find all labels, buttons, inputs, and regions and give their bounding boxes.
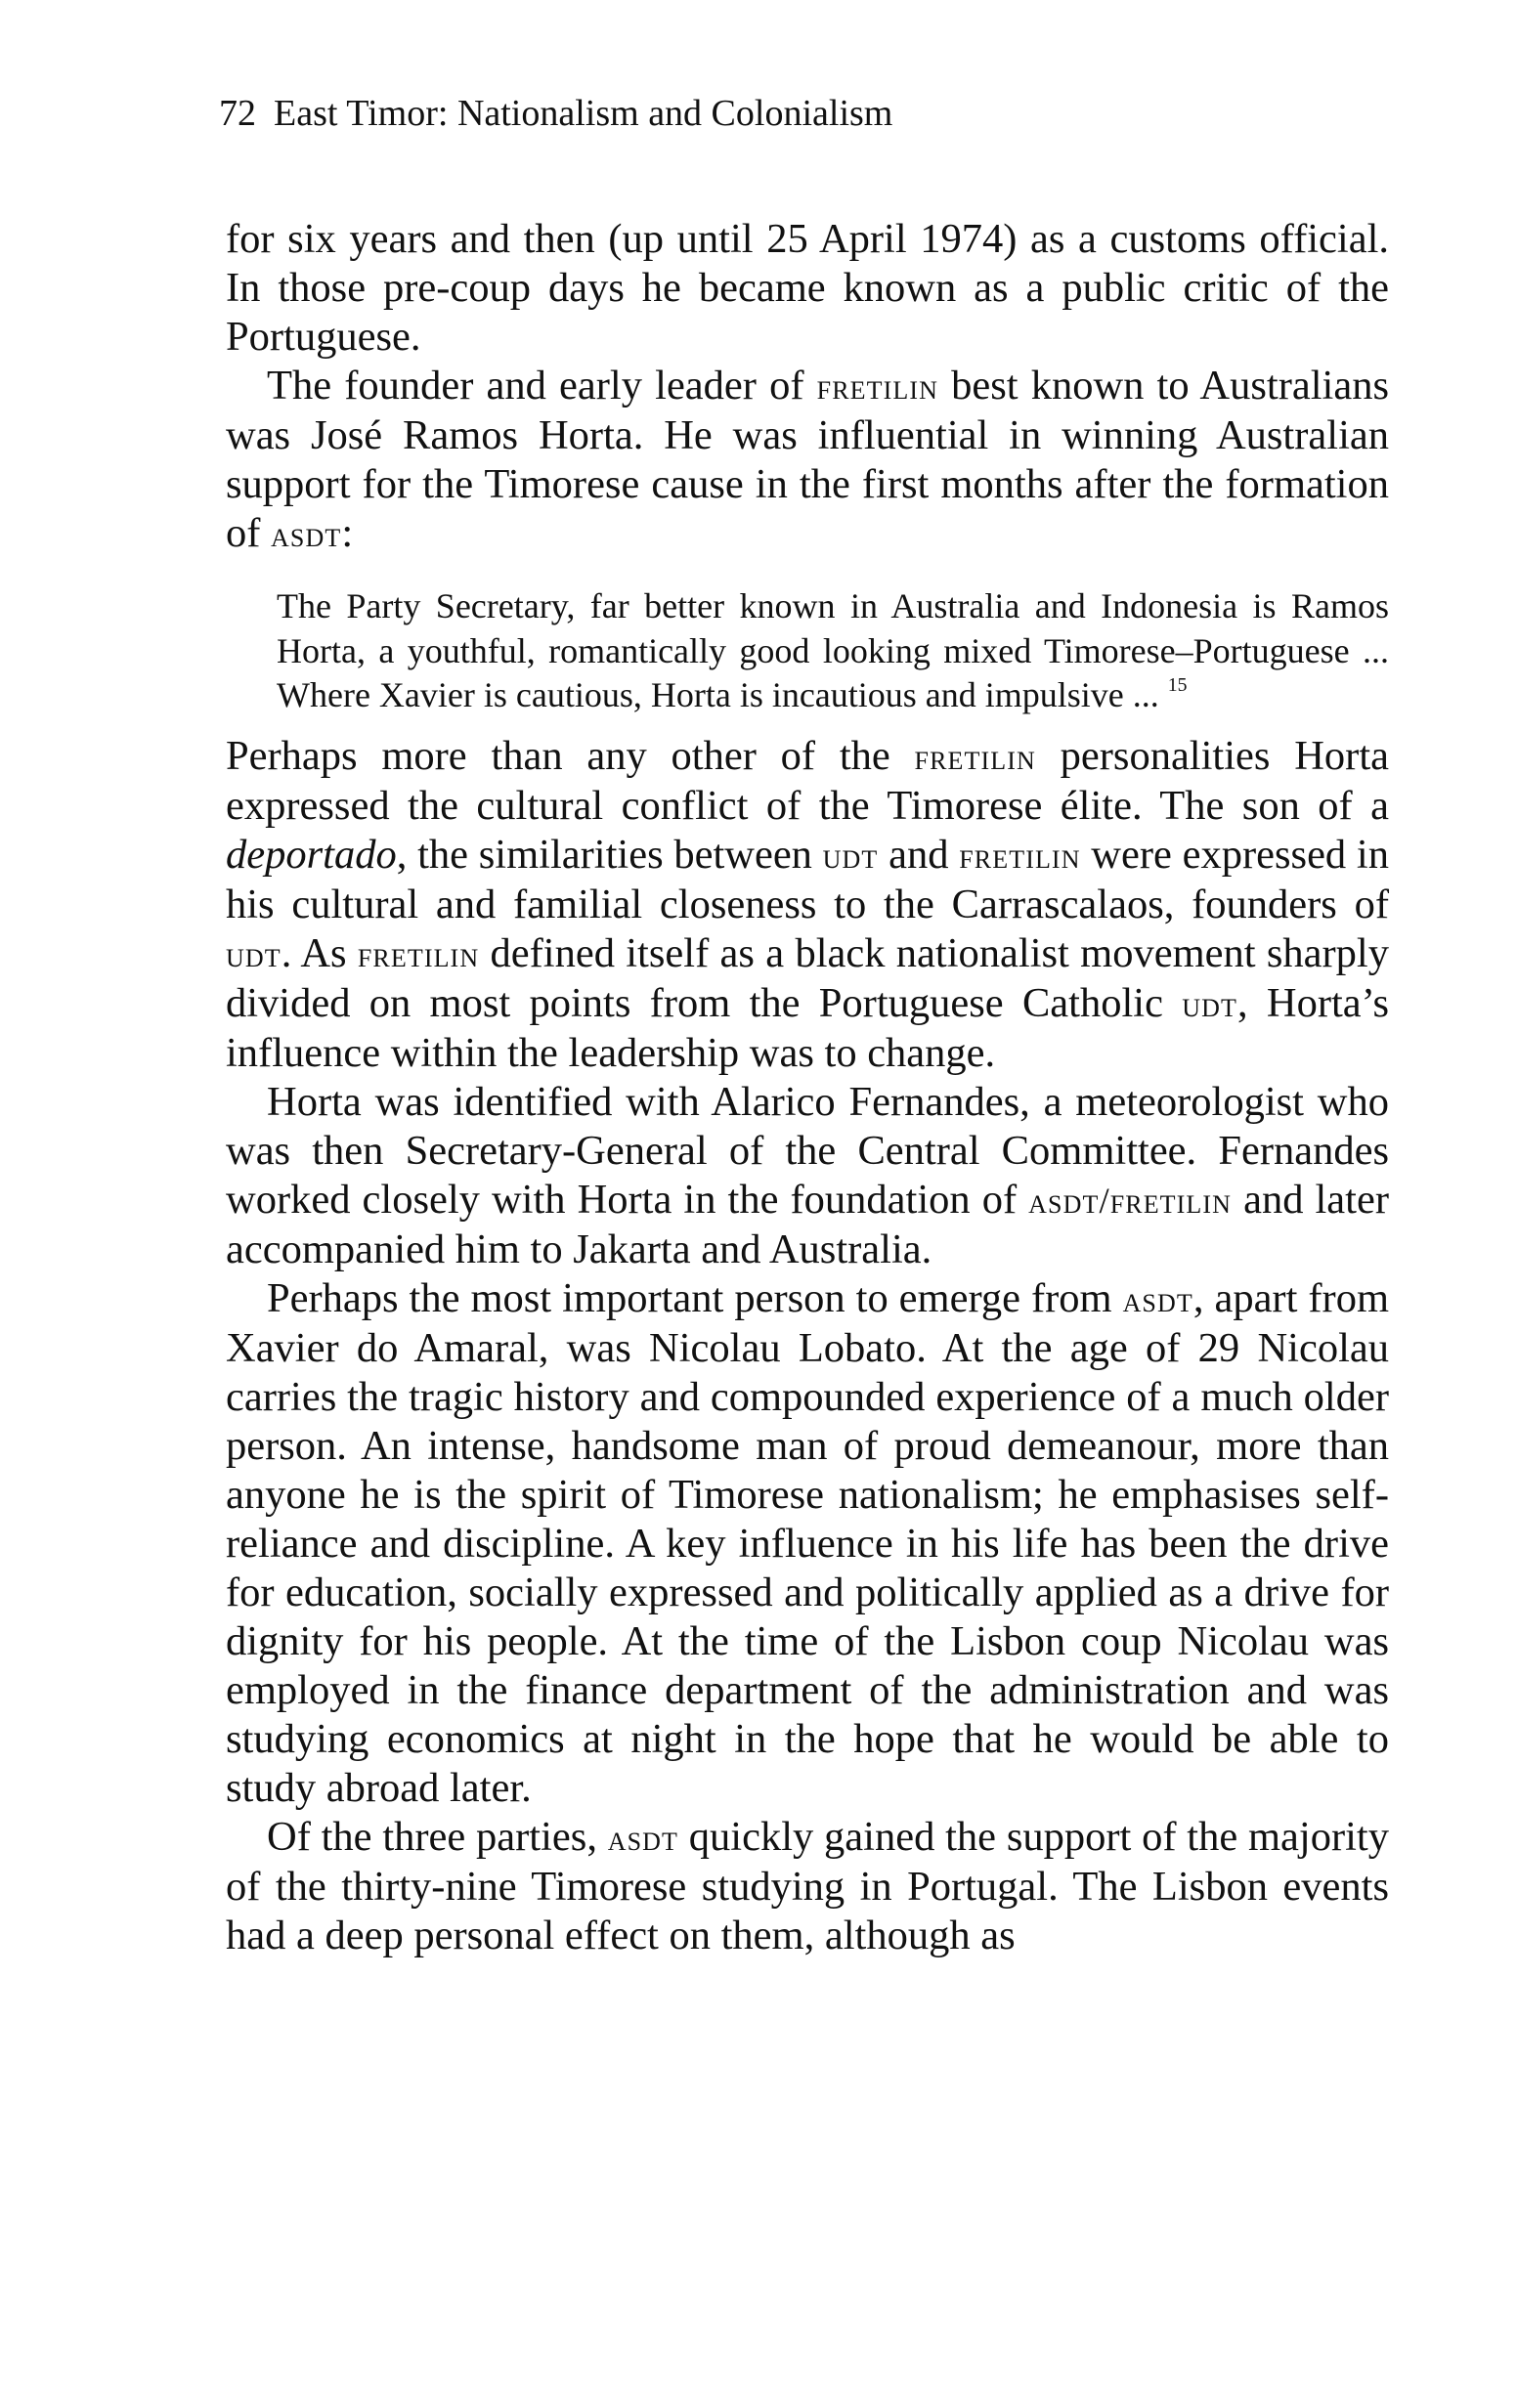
italic-term-deportado: deportado — [226, 831, 397, 878]
p4-text-b: and later accompanied him to Jakarta and Australia. — [226, 1176, 1389, 1272]
p6-text-a: Of the three parties, — [267, 1813, 608, 1860]
running-header — [219, 90, 892, 137]
p2-text-c: : — [341, 510, 354, 556]
party-name-fretilin: fretilin — [914, 736, 1036, 777]
party-name-asdt-fretilin: asdt/fretilin — [1028, 1180, 1233, 1221]
p3-text-f: . As — [281, 929, 358, 976]
party-name-udt: udt — [822, 835, 879, 876]
party-name-fretilin: fretilin — [357, 933, 480, 974]
p3-text-d: and — [878, 831, 960, 878]
party-name-fretilin: fretilin — [816, 366, 938, 407]
paragraph-5 — [226, 1274, 1389, 1813]
paragraph-2 — [226, 362, 1389, 559]
party-name-fretilin: fretilin — [959, 835, 1081, 876]
body-text — [226, 215, 1389, 1960]
paragraph-1 — [226, 215, 1389, 362]
party-name-udt: udt — [1182, 983, 1237, 1024]
paragraph-6 — [226, 1813, 1389, 1960]
party-name-asdt: asdt — [1122, 1278, 1193, 1319]
quote-text: The Party Secretary, far better known in Australia and Indonesia is Ramos Horta, a youthful, romantically good looking mixed Timorese–Portuguese ... Where Xavier is cautious, Horta is incautious and impulsive ... — [277, 586, 1389, 714]
block-quote — [277, 584, 1389, 718]
p3-text-g: defined itself as a black nationalist movement sharply divided on most points from the Portuguese Catholic — [226, 929, 1389, 1026]
paragraph-4 — [226, 1078, 1389, 1274]
page-number: 72 — [219, 93, 256, 134]
p2-text-b: best known to Australians was José Ramos Horta. He was influential in winning Australian support for the Timorese cause in the first months after the formation of — [226, 363, 1389, 556]
p3-text-b: personalities Horta expressed the cultural conflict of the Timorese élite. The son of a — [226, 732, 1389, 829]
party-name-asdt: asdt — [607, 1817, 679, 1858]
p3-text-a: Perhaps more than any other of the — [226, 732, 915, 779]
party-name-asdt: asdt — [271, 514, 342, 554]
p3-text-h: , Horta’s influence within the leadership was to change. — [226, 979, 1389, 1076]
p6-text-b: quickly gained the support of the majority of the thirty-nine Timorese studying in Portugal. The Lisbon events had a deep personal effect on them, although as — [226, 1813, 1389, 1958]
p5-text-b: , apart from Xavier do Amaral, was Nicolau Lobato. At the age of 29 Nicolau carries the tragic history and compounded experience of a much older person. An intense, handsome man of proud demeanour, more than anyone he is the spirit of Timorese nationalism; he emphasises self-reliance and discipline. A key influence in his life has been the drive for education, socially expressed and politically applied as a drive for dignity for his people. At the time of the Lisbon coup Nicolau was employed in the finance department of the administration and was studying economics at night in the hope that he would be able to study abroad later. — [226, 1274, 1389, 1811]
footnote-marker: 15 — [1167, 674, 1188, 697]
p3-text-c: , the similarities between — [396, 831, 823, 878]
paragraph-3 — [226, 732, 1389, 1078]
p4-text-a: Horta was identified with Alarico Fernandes, a meteorologist who was then Secretary-General of the Central Committee. Fernandes worked closely with Horta in the foundation of — [226, 1078, 1389, 1223]
running-title: East Timor: Nationalism and Colonialism — [274, 93, 893, 134]
party-name-udt: udt — [226, 933, 282, 974]
p1-text: for six years and then (up until 25 April 1974) as a customs official. In those pre-coup days he became known as a public critic of the Portuguese. — [226, 216, 1389, 360]
p3-text-e: were expressed in his cultural and familial closeness to the Carrascalaos, founders of — [226, 831, 1389, 927]
p2-text-a: The founder and early leader of — [267, 363, 817, 408]
p5-text-a: Perhaps the most important person to emerge from — [267, 1274, 1123, 1321]
